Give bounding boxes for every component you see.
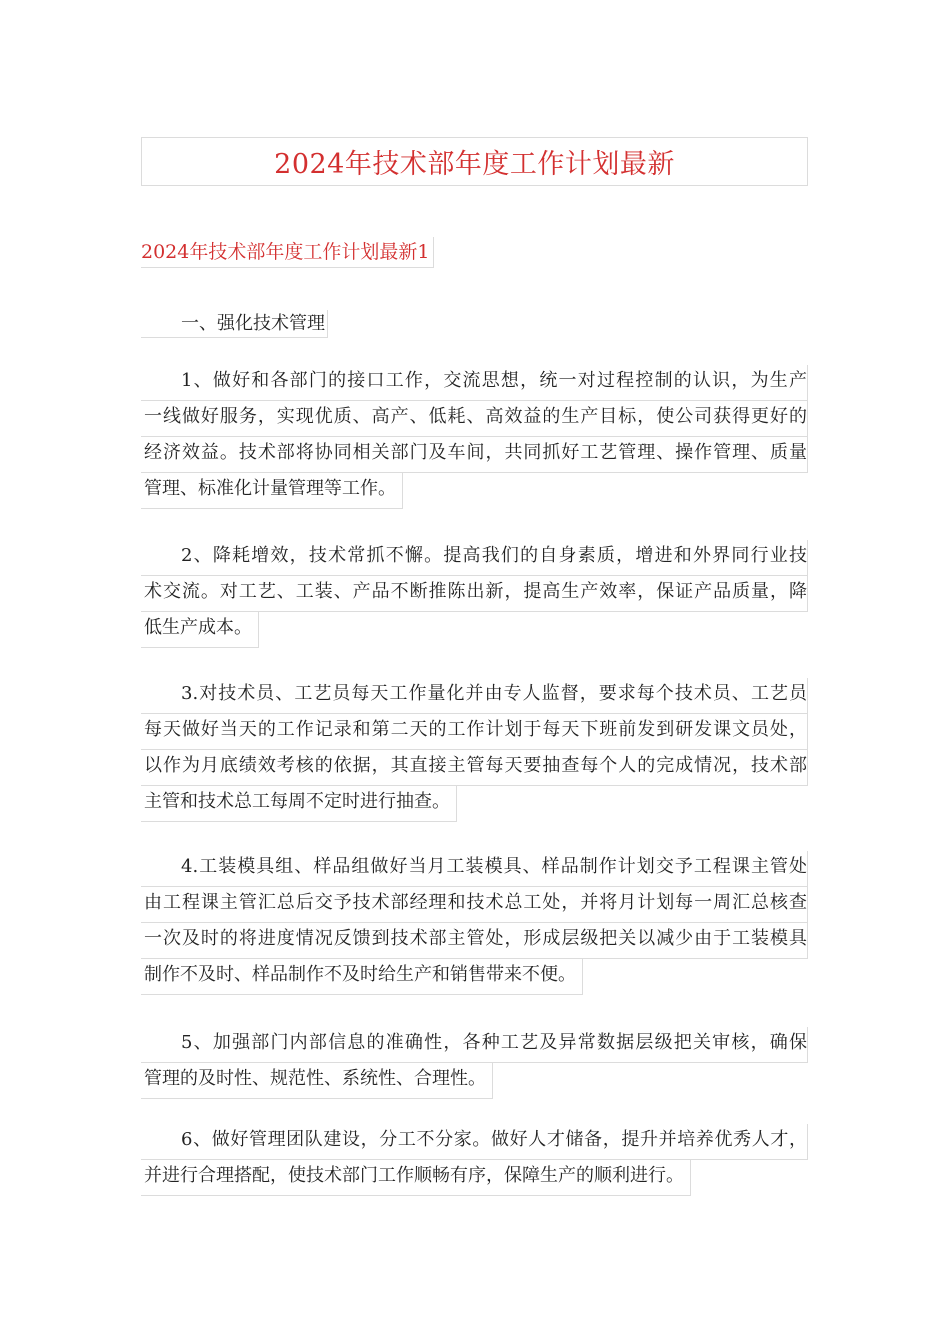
paragraph-line: 3.对技术员、工艺员每天工作量化并由专人监督，要求每个技术员、工艺员: [141, 678, 808, 714]
document-subtitle: 2024年技术部年度工作计划最新1: [141, 237, 434, 268]
paragraph-line: 5、加强部门内部信息的准确性，各种工艺及异常数据层级把关审核，确保: [141, 1027, 808, 1063]
paragraph-line: 以作为月底绩效考核的依据，其直接主管每天要抽查每个人的完成情况，技术部: [141, 750, 808, 786]
paragraph-1: [141, 365, 808, 513]
paragraph-line: 管理、标准化计量管理等工作。: [141, 473, 403, 509]
paragraph-line: 并进行合理搭配，使技术部门工作顺畅有序，保障生产的顺利进行。: [141, 1160, 691, 1196]
paragraph-3: [141, 678, 808, 826]
paragraph-line: 经济效益。技术部将协同相关部门及车间，共同抓好工艺管理、操作管理、质量: [141, 437, 808, 473]
document-title: 2024年技术部年度工作计划最新: [274, 149, 675, 180]
paragraph-line: 4.工装模具组、样品组做好当月工装模具、样品制作计划交予工程课主管处: [141, 851, 808, 887]
paragraph-line: 制作不及时、样品制作不及时给生产和销售带来不便。: [141, 959, 583, 995]
paragraph-2: [141, 540, 808, 652]
paragraph-4: [141, 851, 808, 999]
paragraph-line: 低生产成本。: [141, 612, 259, 648]
paragraph-line: 主管和技术总工每周不定时进行抽查。: [141, 786, 457, 822]
paragraph-5: [141, 1027, 808, 1103]
paragraph-line: 1、做好和各部门的接口工作，交流思想，统一对过程控制的认识，为生产: [141, 365, 808, 401]
paragraph-line: 术交流。对工艺、工装、产品不断推陈出新，提高生产效率，保证产品质量，降: [141, 576, 808, 612]
paragraph-line: 由工程课主管汇总后交予技术部经理和技术总工处，并将月计划每一周汇总核查: [141, 887, 808, 923]
paragraph-line: 每天做好当天的工作记录和第二天的工作计划于每天下班前发到研发课文员处，: [141, 714, 808, 750]
document-title-box: [141, 137, 808, 186]
paragraph-line: 一线做好服务，实现优质、高产、低耗、高效益的生产目标，使公司获得更好的: [141, 401, 808, 437]
paragraph-line: 一次及时的将进度情况反馈到技术部主管处，形成层级把关以减少由于工装模具: [141, 923, 808, 959]
paragraph-line: 2、降耗增效，技术常抓不懈。提高我们的自身素质，增进和外界同行业技: [141, 540, 808, 576]
section-heading: 一、强化技术管理: [141, 310, 328, 338]
paragraph-6: [141, 1124, 808, 1200]
paragraph-line: 6、做好管理团队建设，分工不分家。做好人才储备，提升并培养优秀人才，: [141, 1124, 808, 1160]
paragraph-line: 管理的及时性、规范性、系统性、合理性。: [141, 1063, 493, 1099]
